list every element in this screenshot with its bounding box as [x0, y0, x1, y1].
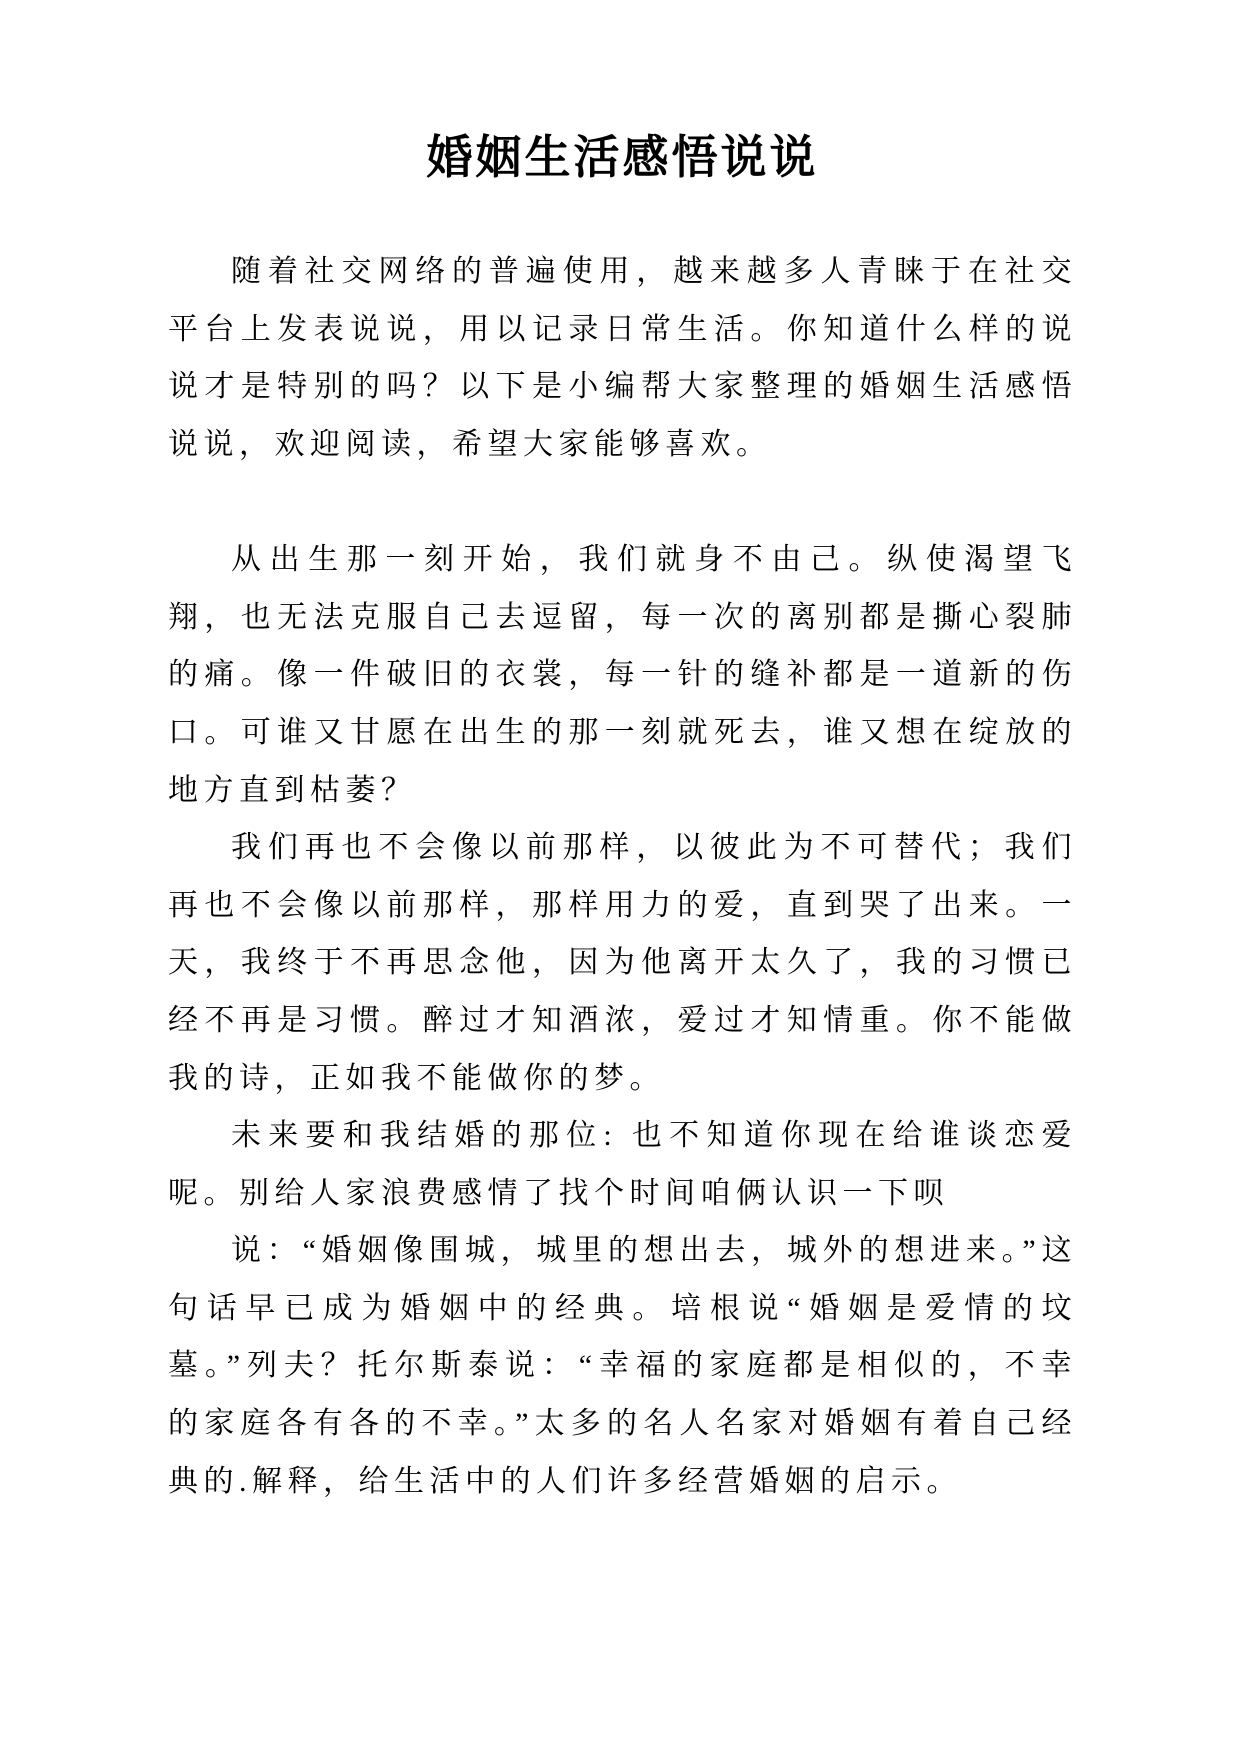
paragraph-future-spouse: 未来要和我结婚的那位: 也不知道你现在给谁谈恋爱呢。别给人家浪费感情了找个时间咱俩认识一下呗 — [168, 1119, 1077, 1210]
paragraph-never-again: 我们再也不会像以前那样，以彼此为不可替代；我们再也不会像以前那样，那样用力的爱，直到哭了出来。一天，我终于不再思念他，因为他离开太久了，我的习惯已经不再是习惯。醉过才知酒浓，爱过才知情重。你不能做我的诗，正如我不能做你的梦。 — [168, 831, 1077, 1095]
paragraph-birth-moment: 从出生那一刻开始，我们就身不由己。纵使渴望飞翔，也无法克服自己去逗留，每一次的离别都是撕心裂肺的痛。像一件破旧的衣裳，每一针的缝补都是一道新的伤口。可谁又甘愿在出生的那一刻就死去，谁又想在绽放的地方直到枯萎？ — [168, 543, 1077, 807]
document-title: 婚姻生活感悟说说 — [426, 132, 819, 183]
paragraph-intro: 随着社交网络的普遍使用，越来越多人青睐于在社交平台上发表说说，用以记录日常生活。你知道什么样的说说才是特别的吗？以下是小编帮大家整理的婚姻生活感悟说说，欢迎阅读，希望大家能够喜欢。 — [168, 255, 1077, 461]
blank-line — [168, 474, 1077, 532]
paragraph-marriage-quotes: 说：“婚姻像围城，城里的想出去，城外的想进来。”这句话早已成为婚姻中的经典。培根说“婚姻是爱情的坟墓。”列夫？托尔斯泰说：“幸福的家庭都是相似的，不幸的家庭各有各的不幸。”太多的名人名家对婚姻有着自己经典的.解释，给生活中的人们许多经营婚姻的启示。 — [168, 1234, 1077, 1498]
